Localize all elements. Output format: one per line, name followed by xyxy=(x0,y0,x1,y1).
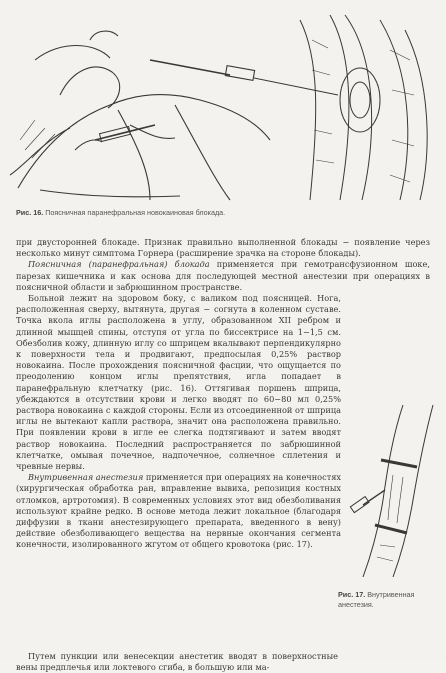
figure-17-caption-text: Внутривенная анестезия. xyxy=(338,590,415,609)
anatomy-cross-section xyxy=(300,15,427,200)
paragraph-4-term: Внутривенная анестезия xyxy=(28,472,144,483)
figure-16-illustration xyxy=(0,0,446,205)
figure-17-label: Рис. 17. xyxy=(338,590,366,599)
figure-16-label: Рис. 16. xyxy=(16,208,44,217)
figure-16-caption-text: Поясничная паранефральная новокаиновая блокада. xyxy=(45,208,226,217)
paragraph-2 xyxy=(16,259,430,293)
figure-17-illustration xyxy=(333,405,441,577)
paragraph-3: Больной лежит на здоровом боку, с валиком под поясницей. Нога, расположенная сверху, вытянута, другая − согнута в коленном суставе. Точка вкола иглы расположена в углу, образованном XII ребром и длинной мышцей спины, отступя от угла по биссектрисе на 1−1,5 см. Обезболив кожу, длинную иглу со шприцем вкалывают перпендикулярно к поверхности тела и продвигают, предпосылая 0,25% раствор новокаина. После прохождения поясничной фасции, что ощущается по преодолению концом иглы препятствия, игла попадает в паранефральную клетчатку (рис. 16). Оттягивая поршень шприца, убеждаются в отсутствии крови и легко вводят по 60−80 мл 0,25% раствора новокаина с каждой стороны. Если из отсоединенной от шприца иглы не вытекают капли раствора, значит она расположена правильно. При появлении крови в игле ее слегка подтягивают и затем вводят раствор новокаина. Последний распространяется по забрюшинной клетчатке, омывая почечное, надпочечное, солнечное сплетения и чревные нервы. xyxy=(16,293,341,472)
figure-16-caption xyxy=(16,208,436,217)
paragraph-5: Путем пункции или венесекции анестетик вводят в поверхностные вены предплечья или локтевого сгиба, в большую или ма- xyxy=(16,651,338,673)
paragraph-2-term: Поясничная (паранефральная) блокада xyxy=(28,259,210,270)
paragraph-4 xyxy=(16,472,341,550)
figure-17-caption xyxy=(338,590,438,610)
patient-drawing xyxy=(10,31,338,200)
hand-with-syringe xyxy=(75,125,155,150)
paragraph-2-text: применяется при гемотрансфузионном шоке, парезах кишечника и как основа для последующей местной анестезии при операциях в поясничной области и забрюшинном пространстве. xyxy=(16,259,430,292)
paragraph-4-text: применяется при операциях на конечностях (хирургическая обработка ран, вправление вывиха, репозиция костных отломков, артротомия). В современных условиях этот вид обезболивания используют крайне редко. В основе метода лежит локальное (благодаря диффузии в ткани анестезирующего препарата, введенного в вену) действие обезболивающего вещества на нервные окончания сегмента конечности, изолированного жгутом от общего кровотока (рис. 17). xyxy=(16,472,342,550)
paragraph-1: при двусторонней блокаде. Признак правильно выполненной блокады − появление через несколько минут симптома Горнера (расширение зрачка на стороне блокады). xyxy=(16,237,430,259)
